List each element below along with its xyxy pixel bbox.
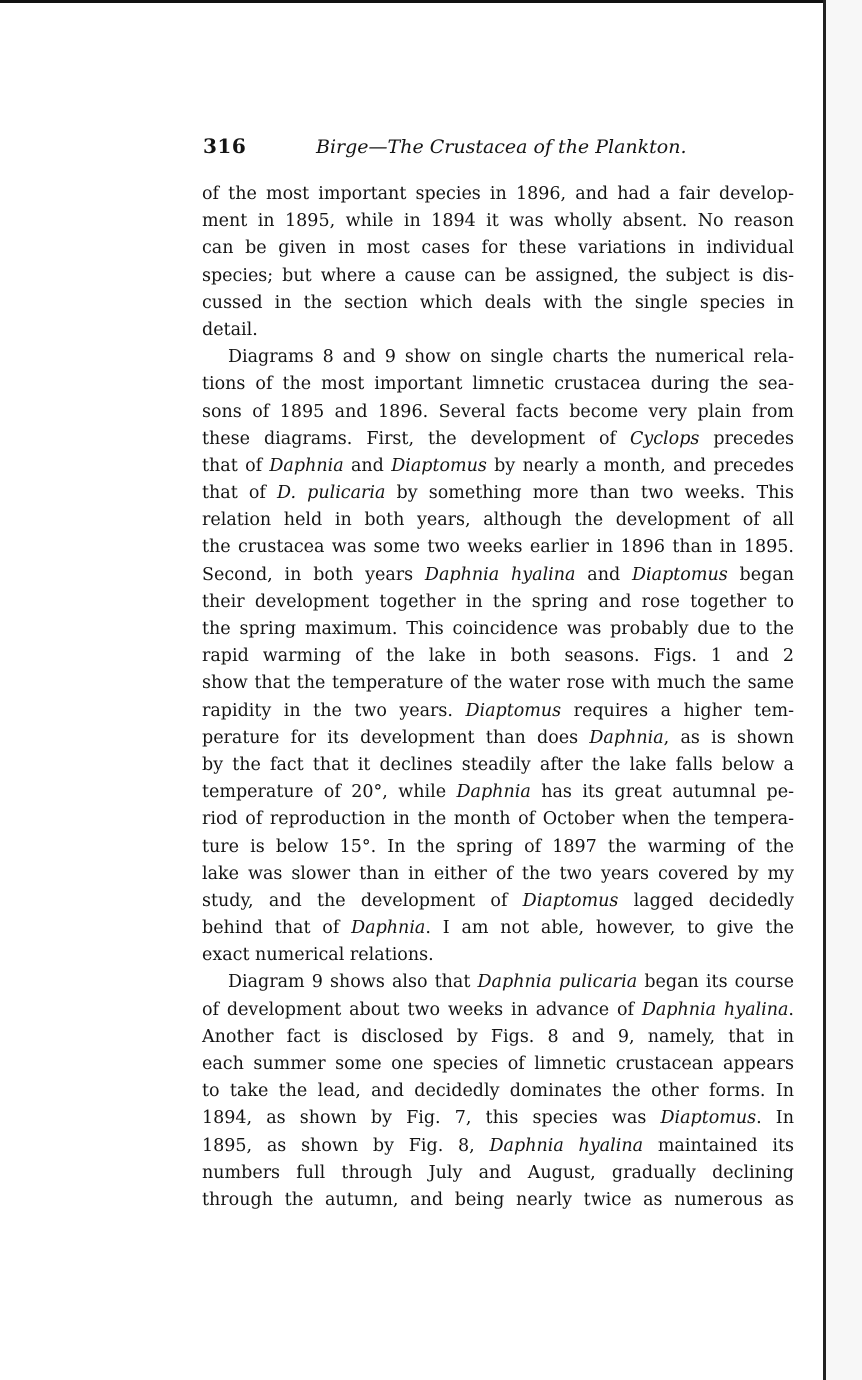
text-line: detail.	[202, 319, 258, 340]
page-number: 316	[203, 134, 247, 158]
text-line: rapidity in the two years. Diaptomus requires a higher tem-	[202, 700, 795, 721]
text-line: by the fact that it declines steadily after the lake falls below a	[202, 754, 794, 775]
taxon-name: Diaptomus	[632, 564, 728, 585]
text-line: species; but where a cause can be assigned, the subject is dis-	[202, 265, 794, 286]
taxon-name: Daphnia pulicaria	[477, 972, 638, 993]
text-line: sons of 1895 and 1896. Several facts become very plain from	[202, 401, 794, 422]
text-line: Second, in both years Daphnia hyalina and Diaptomus began	[202, 564, 794, 585]
text-line: riod of reproduction in the month of October when the tempera-	[202, 809, 794, 830]
text-line: the spring maximum. This coincidence was probably due to the	[202, 619, 794, 639]
taxon-name: Daphnia	[269, 455, 344, 476]
text-line: cussed in the section which deals with the single species in	[202, 292, 794, 313]
text-line: study, and the development of Diaptomus lagged decidedly	[202, 890, 794, 911]
taxon-name: Daphnia hyalina	[489, 1135, 644, 1156]
text-line: to take the lead, and decidedly dominates the other forms. In	[202, 1081, 794, 1102]
text-line: exact numerical relations.	[202, 945, 434, 966]
text-line: tions of the most important limnetic crustacea during the sea-	[202, 374, 794, 395]
text-line: can be given in most cases for these variations in individual	[202, 238, 794, 259]
taxon-name: Diaptomus	[660, 1108, 757, 1129]
text-line: relation held in both years, although the development of all	[202, 510, 794, 531]
scan-border-top	[0, 0, 826, 3]
text-line: these diagrams. First, the development of Cyclops precedes	[202, 428, 794, 449]
body-text	[202, 181, 794, 1214]
taxon-name: D. pulicaria	[277, 483, 386, 504]
taxon-name: Daphnia	[589, 727, 664, 748]
text-line: of the most important species in 1896, and had a fair develop-	[202, 184, 794, 204]
taxon-name: Daphnia hyalina	[424, 564, 576, 585]
text-line: behind that of Daphnia. I am not able, however, to give the	[202, 918, 794, 939]
text-line: that of D. pulicaria by something more than two weeks. This	[202, 483, 794, 504]
text-line: Diagrams 8 and 9 show on single charts the numerical rela-	[228, 347, 794, 368]
scan-margin-right	[826, 0, 862, 1380]
text-line: rapid warming of the lake in both seasons. Figs. 1 and 2	[202, 646, 794, 667]
taxon-name: Daphnia	[351, 918, 426, 939]
text-line: ture is below 15°. In the spring of 1897 the warming of the	[202, 836, 794, 857]
text-line: their development together in the spring and rose together to	[202, 591, 794, 612]
taxon-name: Daphnia	[456, 782, 531, 803]
running-title: Birge—The Crustacea of the Plankton.	[316, 136, 687, 158]
taxon-name: Diaptomus	[391, 455, 487, 476]
taxon-name: Diaptomus	[465, 700, 562, 721]
taxon-name: Cyclops	[629, 428, 700, 449]
text-line: each summer some one species of limnetic crustacean appears	[202, 1054, 794, 1074]
text-line: perature for its development than does Daphnia, as is shown	[202, 727, 794, 748]
text-line: of development about two weeks in advance of Daphnia hyalina.	[202, 999, 794, 1020]
text-line: Diagram 9 shows also that Daphnia pulicaria began its course	[228, 972, 794, 993]
taxon-name: Diaptomus	[522, 890, 619, 911]
taxon-name: Daphnia hyalina	[641, 999, 789, 1020]
text-line: ment in 1895, while in 1894 it was wholly absent. No reason	[202, 211, 794, 232]
text-line: Another fact is disclosed by Figs. 8 and 9, namely, that in	[202, 1026, 794, 1047]
text-line: show that the temperature of the water rose with much the same	[202, 673, 794, 694]
text-line: 1895, as shown by Fig. 8, Daphnia hyalina maintained its	[202, 1135, 795, 1156]
text-line: lake was slower than in either of the two years covered by my	[202, 863, 794, 884]
text-line: 1894, as shown by Fig. 7, this species was Diaptomus. In	[202, 1108, 794, 1129]
text-line: temperature of 20°, while Daphnia has its great autumnal pe-	[202, 782, 795, 803]
text-line: that of Daphnia and Diaptomus by nearly a month, and precedes	[202, 455, 794, 476]
text-line: the crustacea was some two weeks earlier in 1896 than in 1895.	[202, 537, 794, 558]
page-header	[203, 134, 795, 166]
text-line: numbers full through July and August, gradually declining	[202, 1162, 794, 1183]
text-line: through the autumn, and being nearly twice as numerous as	[202, 1189, 794, 1210]
